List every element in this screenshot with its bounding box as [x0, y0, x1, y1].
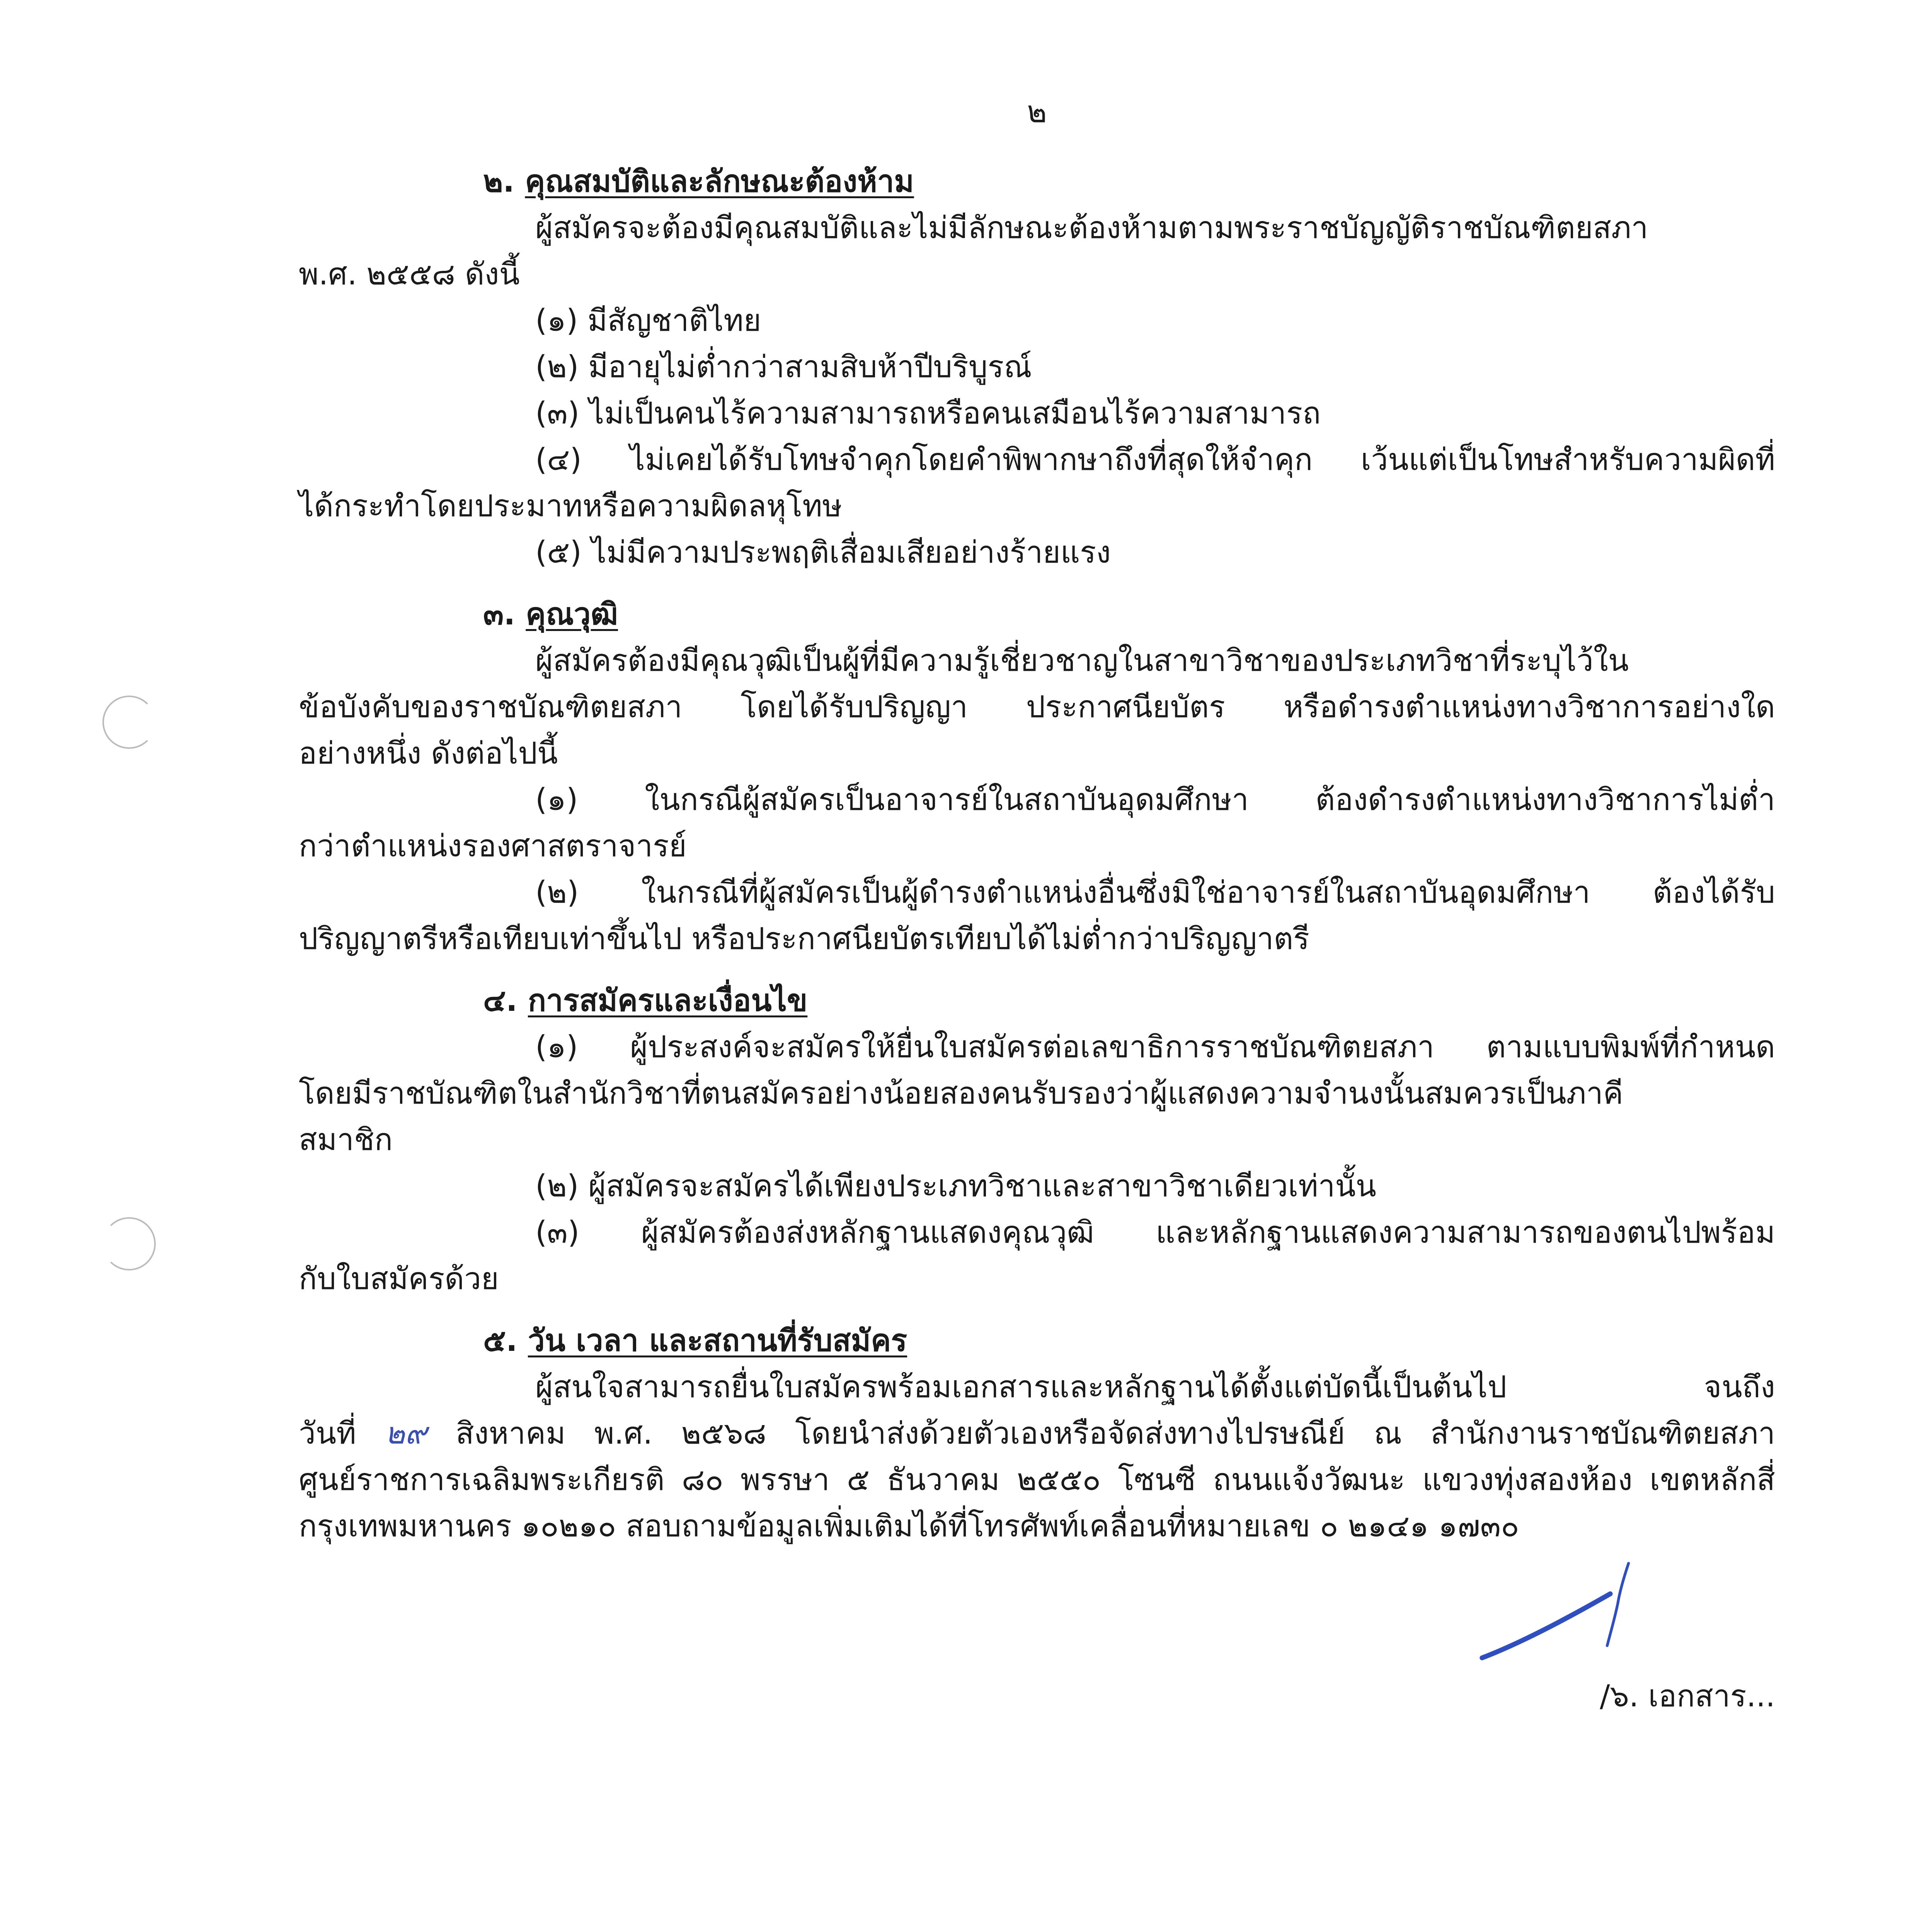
section-title: การสมัครและเงื่อนไข [528, 983, 808, 1018]
list-item: (๓) ไม่เป็นคนไร้ความสามารถหรือคนเสมือนไร้ความสามารถ [535, 396, 1321, 431]
list-item: (๑) ผู้ประสงค์จะสมัครให้ยื่นใบสมัครต่อเลขาธิการราชบัณฑิตยสภา ตามแบบพิมพ์ที่กำหนด [535, 1030, 1775, 1065]
list-item: (๕) ไม่มีความประพฤติเสื่อมเสียอย่างร้ายแรง [535, 535, 1111, 570]
signature [1461, 1557, 1662, 1673]
list-item: (๓) ผู้สมัครต้องส่งหลักฐานแสดงคุณวุฒิ และหลักฐานแสดงความสามารถของตนไปพร้อม [535, 1215, 1775, 1250]
section-2-heading [299, 158, 1775, 205]
list-item-continuation: โดยมีราชบัณฑิตในสำนักวิชาที่ตนสมัครอย่างน้อยสองคนรับรองว่าผู้แสดงความจำนงนั้นสมควรเป็นภาคี [299, 1076, 1623, 1111]
list-item: (๒) มีอายุไม่ต่ำกว่าสามสิบห้าปีบริบูรณ์ [535, 350, 1032, 384]
paragraph-line: ผู้สมัครจะต้องมีคุณสมบัติและไม่มีลักษณะต้องห้ามตามพระราชบัญญัติราชบัณฑิตยสภา [535, 211, 1648, 245]
punch-hole-mark [102, 696, 156, 749]
list-item-continuation: กว่าตำแหน่งรองศาสตราจารย์ [299, 829, 687, 864]
section-number: ๓. [483, 597, 515, 632]
list-item: (๒) ผู้สมัครจะสมัครได้เพียงประเภทวิชาและสาขาวิชาเดียวเท่านั้น [535, 1169, 1377, 1204]
section-3-heading [299, 591, 1775, 638]
list-item-continuation: ปริญญาตรีหรือเทียบเท่าขึ้นไป หรือประกาศนียบัตรเทียบได้ไม่ต่ำกว่าปริญญาตรี [299, 922, 1310, 956]
paragraph-line: พ.ศ. ๒๕๕๘ ดังนี้ [299, 257, 520, 292]
section-title: คุณวุฒิ [526, 597, 618, 632]
section-title: วัน เวลา และสถานที่รับสมัคร [528, 1323, 907, 1358]
continuation-marker: /๖. เอกสาร... [1600, 1679, 1775, 1714]
paragraph-line: กรุงเทพมหานคร ๑๐๒๑๐ สอบถามข้อมูลเพิ่มเติมได้ที่โทรศัพท์เคลื่อนที่หมายเลข ๐ ๒๑๔๑ ๑๗๓๐ [299, 1509, 1519, 1544]
section-5-heading [299, 1318, 1775, 1364]
paragraph-line: ผู้สมัครต้องมีคุณวุฒิเป็นผู้ที่มีความรู้เชี่ยวชาญในสาขาวิชาของประเภทวิชาที่ระบุไว้ใน [535, 643, 1629, 678]
section-number: ๒. [483, 164, 515, 199]
page-number: ๒ [1027, 95, 1047, 129]
paragraph-line: ศูนย์ราชการเฉลิมพระเกียรติ ๘๐ พรรษา ๕ ธันวาคม ๒๕๕๐ โซนซี ถนนแจ้งวัฒนะ แขวงทุ่งสองห้อง เขตหลักสี่ [299, 1463, 1775, 1497]
list-item: (๑) มีสัญชาติไทย [535, 303, 761, 338]
handwritten-day: ๒๙ [385, 1416, 427, 1451]
paragraph-line: อย่างหนึ่ง ดังต่อไปนี้ [299, 736, 558, 771]
date-prefix: วันที่ [299, 1416, 356, 1451]
list-item: (๑) ในกรณีผู้สมัครเป็นอาจารย์ในสถาบันอุดมศึกษา ต้องดำรงตำแหน่งทางวิชาการไม่ต่ำ [535, 782, 1775, 817]
punch-hole-mark [102, 1217, 156, 1270]
paragraph-line: ข้อบังคับของราชบัณฑิตยสภา โดยได้รับปริญญา ประกาศนียบัตร หรือดำรงตำแหน่งทางวิชาการอย่างใด [299, 690, 1775, 724]
list-item: (๔) ไม่เคยได้รับโทษจำคุกโดยคำพิพากษาถึงที่สุดให้จำคุก เว้นแต่เป็นโทษสำหรับความผิดที่ [535, 442, 1775, 477]
date-rest: สิงหาคม พ.ศ. ๒๕๖๘ โดยนำส่งด้วยตัวเองหรือจัดส่งทางไปรษณีย์ ณ สำนักงานราชบัณฑิตยสภา [455, 1416, 1775, 1451]
section-4-heading [299, 978, 1775, 1024]
paragraph-line [299, 1410, 1775, 1457]
list-item-continuation: สมาชิก [299, 1122, 393, 1157]
list-item-continuation: ได้กระทำโดยประมาทหรือความผิดลหุโทษ [299, 489, 842, 524]
section-number: ๕. [483, 1323, 518, 1358]
list-item-continuation: กับใบสมัครด้วย [299, 1262, 499, 1296]
section-number: ๔. [483, 983, 518, 1018]
paragraph-line: ผู้สนใจสามารถยื่นใบสมัครพร้อมเอกสารและหลักฐานได้ตั้งแต่บัดนี้เป็นต้นไป จนถึง [535, 1370, 1775, 1405]
section-title: คุณสมบัติและลักษณะต้องห้าม [525, 164, 914, 199]
list-item: (๒) ในกรณีที่ผู้สมัครเป็นผู้ดำรงตำแหน่งอื่นซึ่งมิใช่อาจารย์ในสถาบันอุดมศึกษา ต้องได้รับ [535, 875, 1775, 910]
